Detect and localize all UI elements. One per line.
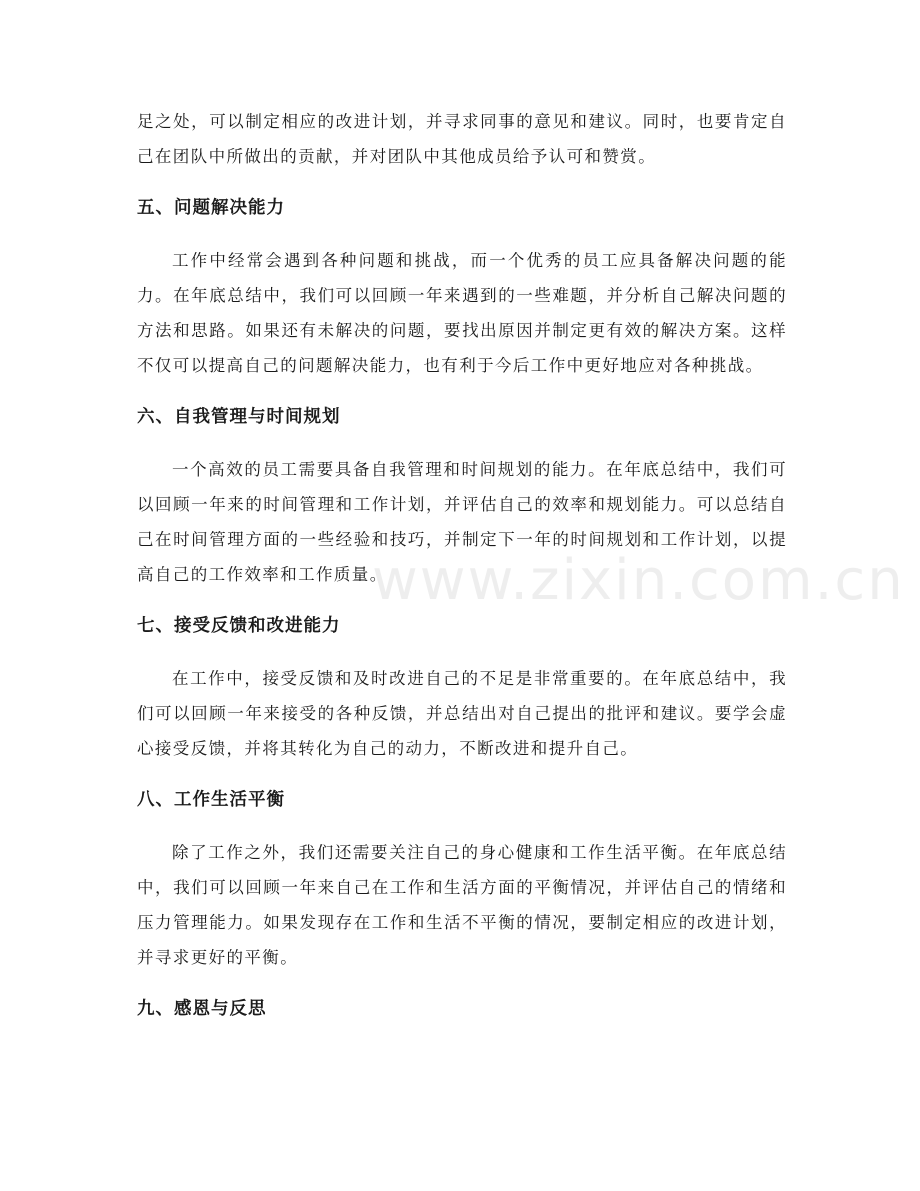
section-heading-9: 九、感恩与反思 [137,999,267,1019]
section-body-8: 除了工作之外，我们还需要关注自己的身心健康和工作生活平衡。在年底总结中，我们可以回顾一年来自己在工作和生活方面的平衡情况，并评估自己的情绪和压力管理能力。如果发现存在工作和生活不平衡的情况，要制定相应的改进计划，并寻求更好的平衡。 [137,843,787,967]
section-heading-7: 七、接受反馈和改进能力 [137,616,341,636]
watermark-text: www.zixin.com.cn [372,548,905,613]
section-heading-8: 八、工作生活平衡 [137,790,285,810]
section-body-7: 在工作中，接受反馈和及时改进自己的不足是非常重要的。在年底总结中，我们可以回顾一年来接受的各种反馈，并总结出对自己提出的批评和建议。要学会虚心接受反馈，并将其转化为自己的动力，不断改进和提升自己。 [137,669,787,758]
section-heading-6: 六、自我管理与时间规划 [137,407,341,427]
intro-paragraph: 足之处，可以制定相应的改进计划，并寻求同事的意见和建议。同时，也要肯定自己在团队中所做出的贡献，并对团队中其他成员给予认可和赞赏。 [137,112,787,166]
document-body [137,104,787,1027]
section-body-5: 工作中经常会遇到各种问题和挑战，而一个优秀的员工应具备解决问题的能力。在年底总结中，我们可以回顾一年来遇到的一些难题，并分析自己解决问题的方法和思路。如果还有未解决的问题，要找出原因并制定更有效的解决方案。这样不仅可以提高自己的问题解决能力，也有利于今后工作中更好地应对各种挑战。 [137,251,787,375]
section-body-6: 一个高效的员工需要具备自我管理和时间规划的能力。在年底总结中，我们可以回顾一年来的时间管理和工作计划，并评估自己的效率和规划能力。可以总结自己在时间管理方面的一些经验和技巧，并制定下一年的时间规划和工作计划，以提高自己的工作效率和工作质量。 [137,460,787,584]
section-heading-5: 五、问题解决能力 [137,198,285,218]
